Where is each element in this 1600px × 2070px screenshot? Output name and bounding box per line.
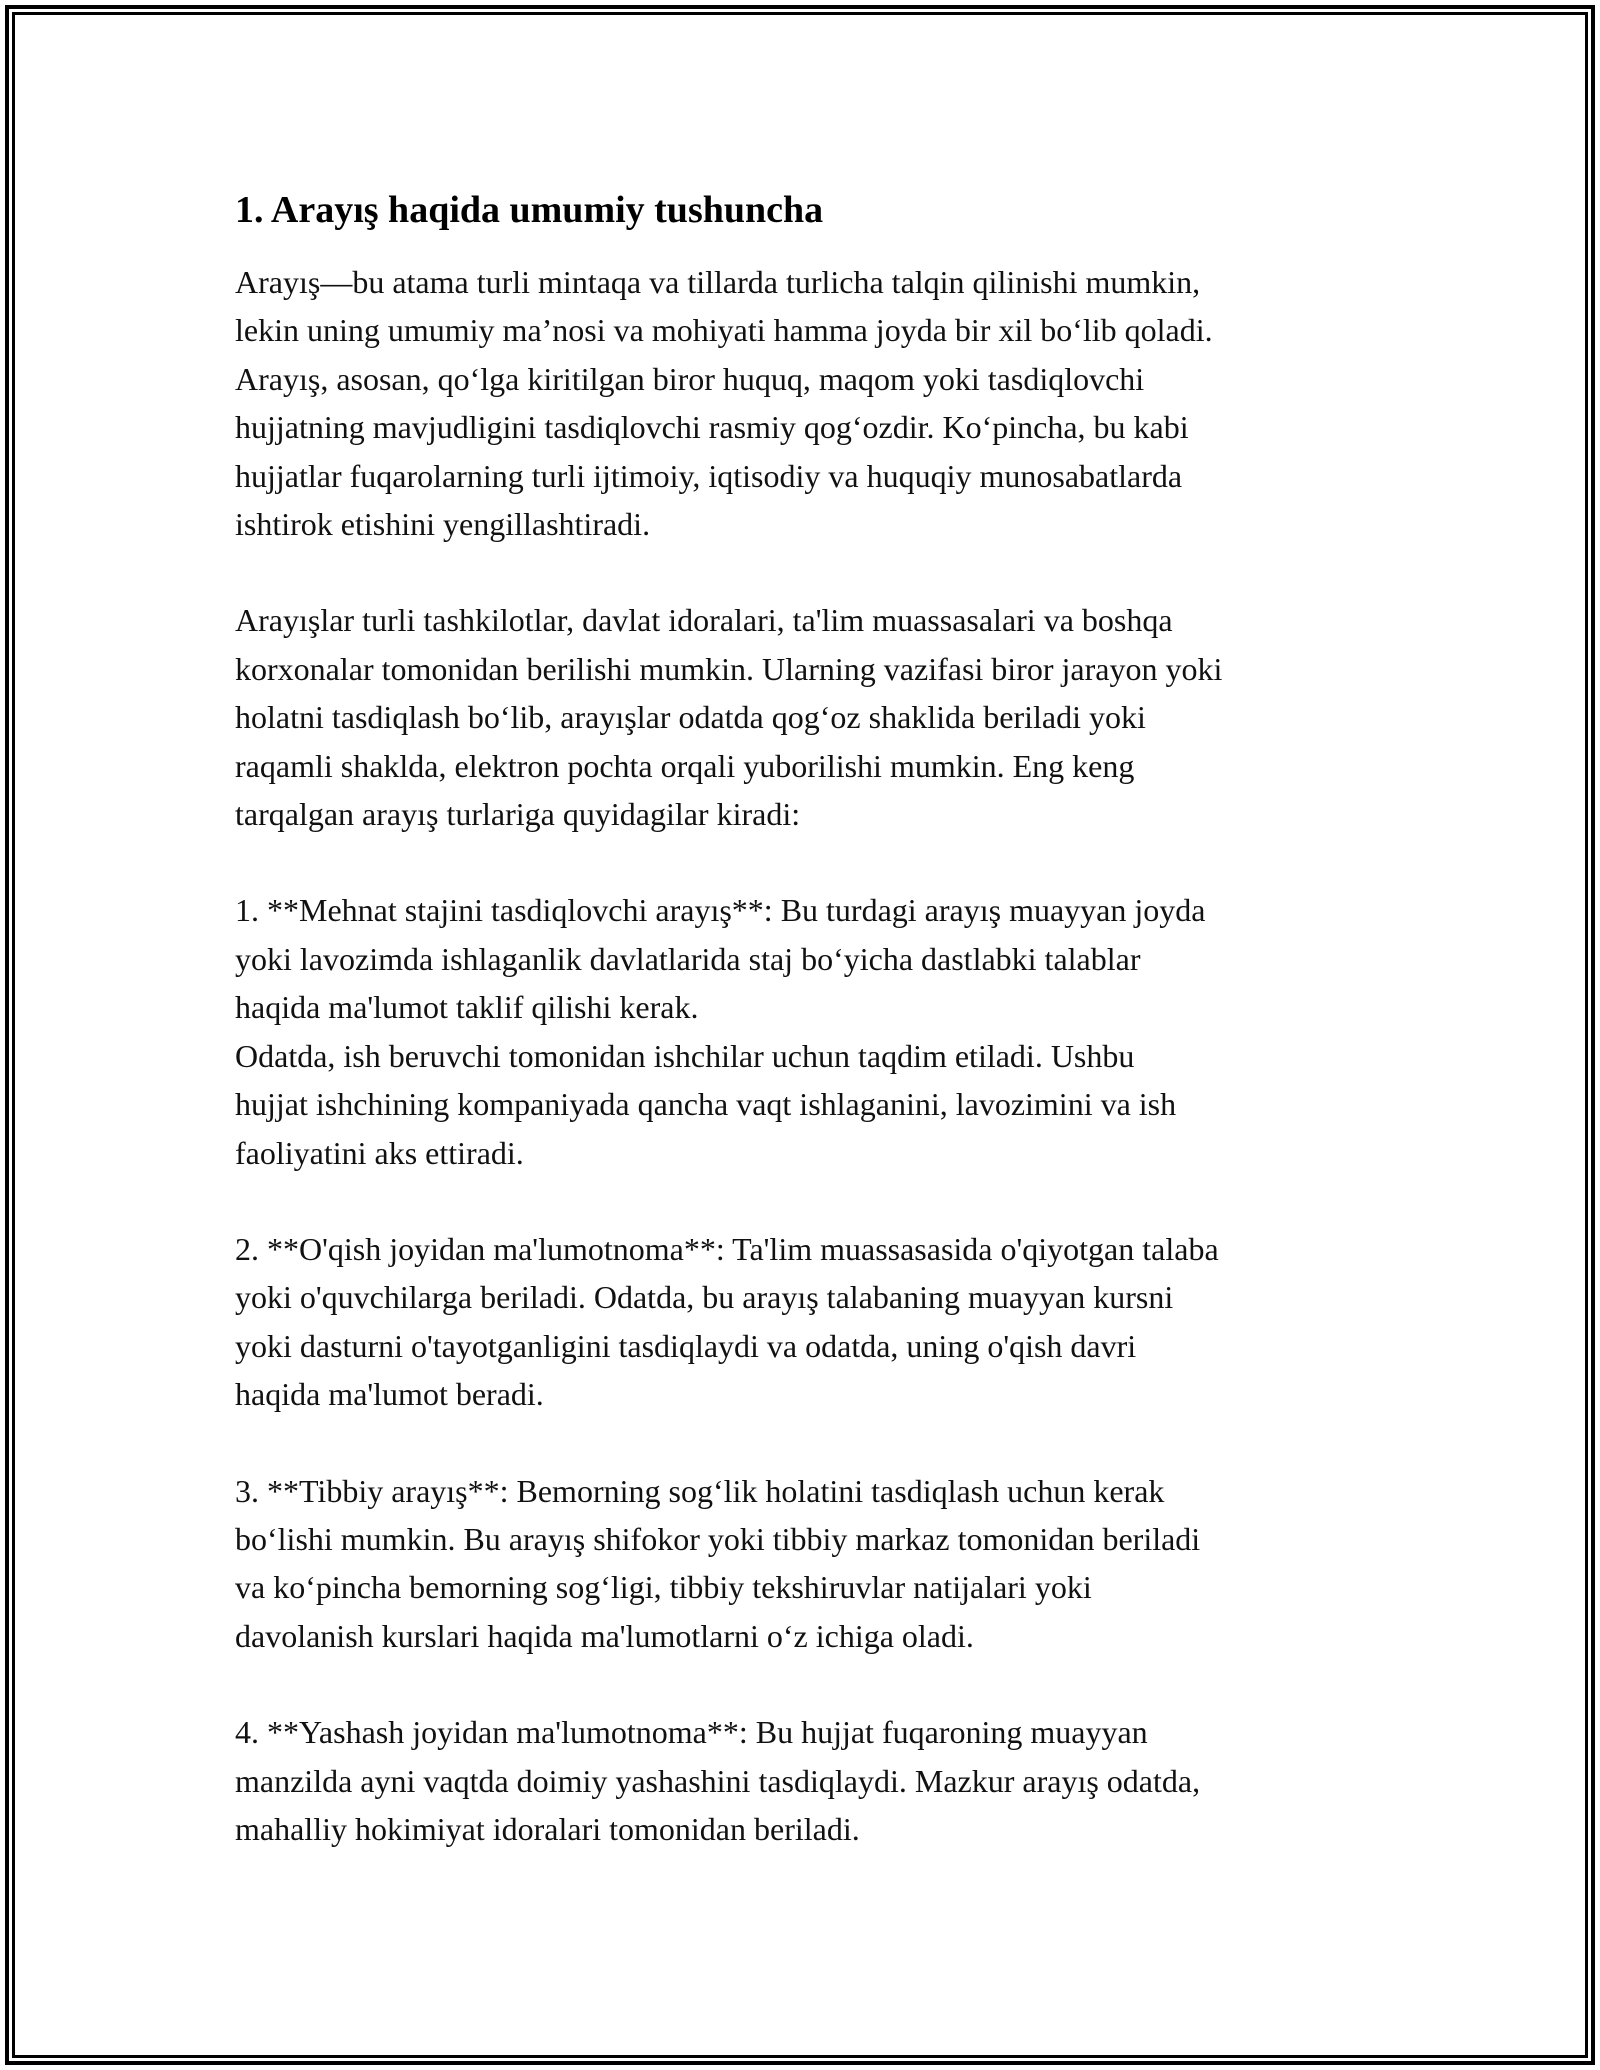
list-item-work-experience: 1. **Mehnat stajini tasdiqlovchi arayış**: Bu turdagi arayış muayyan joyda yoki lavozimda ishlaganlik davlatlarida staj bo‘yicha dastlabki talablar haqida ma'lumot taklif qilishi kerak. Odatda, ish beruvchi tomonidan ishchilar uchun taqdim etiladi. Ushbu hujjat ishchining kompaniyada qancha vaqt ishlaganini, lavozimini va ish faoliyatini aks ettiradi. <box>235 892 1206 1171</box>
section-heading: 1. Arayış haqida umumiy tushuncha <box>235 189 824 231</box>
list-item-study-certificate: 2. **O'qish joyidan ma'lumotnoma**: Ta'lim muassasasida o'qiyotgan talaba yoki o'quvchilarga beriladi. Odatda, bu arayış talabaning muayyan kursni yoki dasturni o'tayotganligini tasdiqlaydi va odatda, uning o'qish davri haqida ma'lumot beradi. <box>235 1230 1219 1413</box>
list-item-residence-certificate: 4. **Yashash joyidan ma'lumotnoma**: Bu hujjat fuqaroning muayyan manzilda ayni vaqtda doimiy yashashini tasdiqlaydi. Mazkur arayış odatda, mahalliy hokimiyat idoralari tomonidan beriladi. <box>235 1714 1201 1847</box>
paragraph-issuers: Arayışlar turli tashkilotlar, davlat idoralari, ta'lim muassasalari va boshqa korxonalar tomonidan berilishi mumkin. Ularning vazifasi biror jarayon yoki holatni tasdiqlash bo‘lib, arayışlar odatda qog‘oz shaklida beriladi yoki raqamli shakldа, elektron pochta orqali yuborilishi mumkin. Eng keng tarqalgan arayış turlariga quyidagilar kiradi: <box>235 602 1223 833</box>
list-item-medical-certificate: 3. **Tibbiy arayış**: Bemorning sog‘lik holatini tasdiqlash uchun kerak bo‘lishi mumkin. Bu arayış shifokor yoki tibbiy markaz tomonidan beriladi va ko‘pincha bemorning sog‘ligi, tibbiy tekshiruvlar natijalari yoki davolanish kurslari haqida ma'lumotlarni o‘z ichiga oladi. <box>235 1472 1201 1654</box>
paragraph-intro: Arayış—bu atama turli mintaqa va tillarda turlicha talqin qilinishi mumkin, lekin uning umumiy ma’nosi va mohiyati hamma joyda bir xil bo‘lib qoladi. Arayış, asosan, qo‘lga kiritilgan biror huquq, maqom yoki tasdiqlovchi hujjatning mavjudligini tasdiqlovchi rasmiy qog‘ozdir. Ko‘pincha, bu kabi hujjatlar fuqarolarning turli ijtimoiy, iqtisodiy va huquqiy munosabatlarda ishtirok etishini yengillashtiradi. <box>235 264 1213 543</box>
document-body <box>235 186 1395 1901</box>
